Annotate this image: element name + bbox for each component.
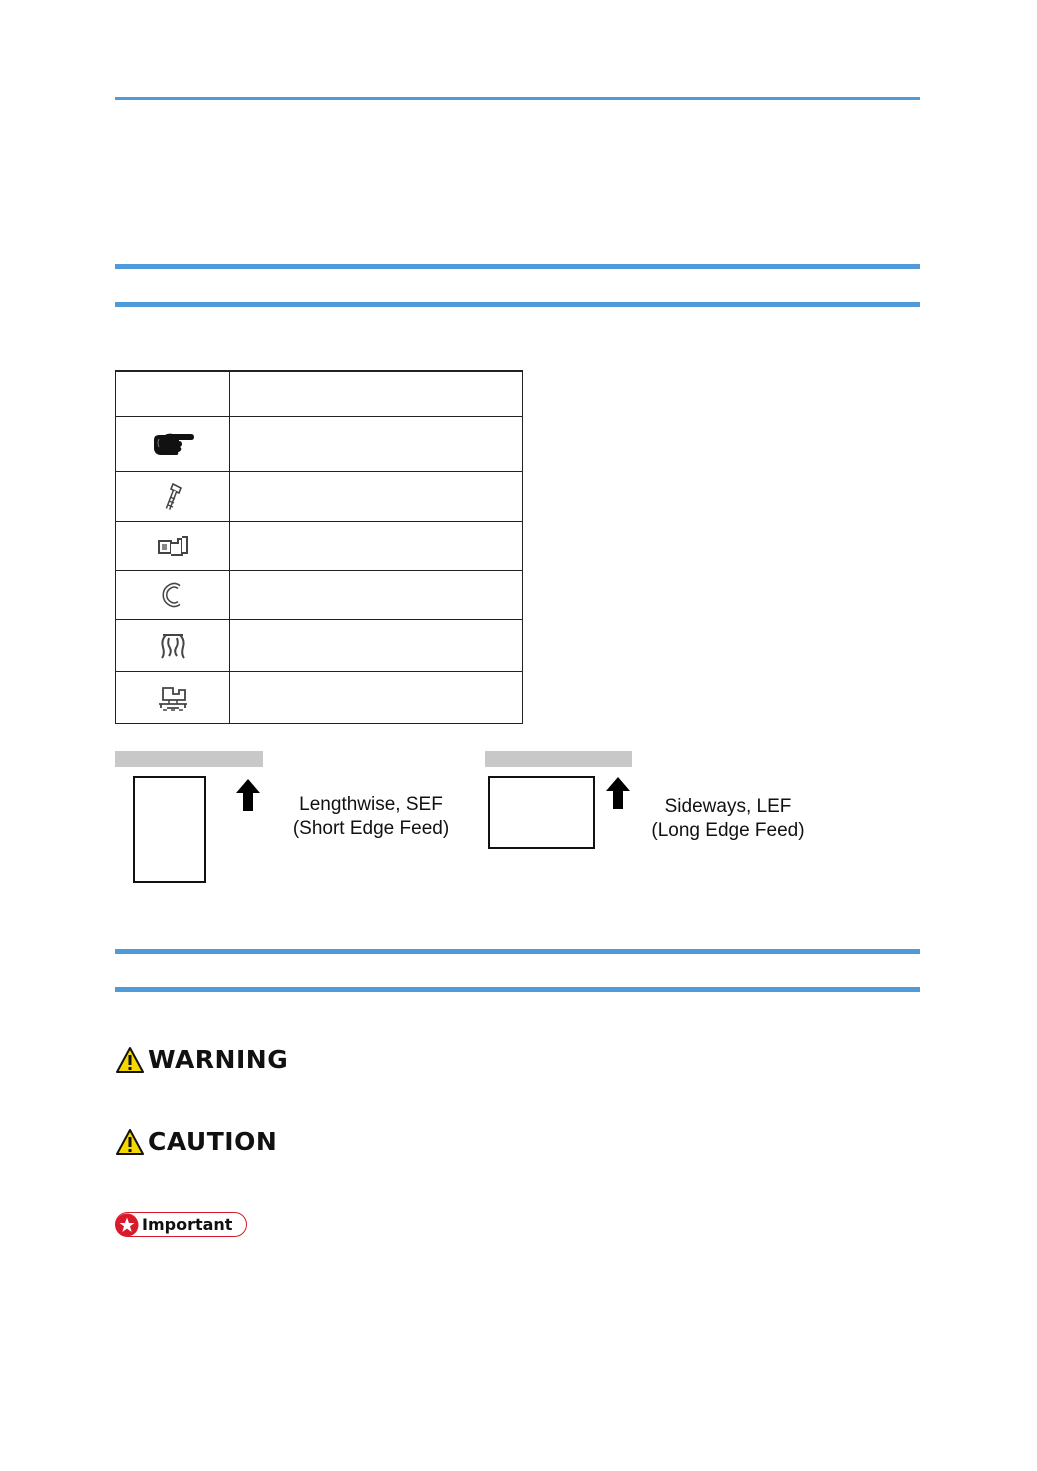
connector-icon: [116, 522, 229, 570]
warning-notice: [115, 1045, 288, 1074]
table-row: [116, 619, 522, 671]
top-rule: [115, 97, 920, 100]
sef-header-bar: [115, 751, 263, 767]
caution-triangle-icon: [115, 1128, 145, 1156]
sef-feed-arrow-icon: [235, 778, 261, 812]
table-header-row: [116, 371, 522, 416]
section-rule-2-bottom: [115, 987, 920, 992]
table-row: [116, 521, 522, 570]
caution-notice: [115, 1127, 277, 1156]
table-row: [116, 471, 522, 521]
c-ring-icon: [116, 571, 229, 619]
important-badge: [115, 1212, 247, 1237]
star-icon: [115, 1213, 139, 1237]
lef-paper: [488, 776, 595, 849]
sef-paper: [133, 776, 206, 883]
warning-triangle-icon: [115, 1046, 145, 1074]
warning-label: WARNING: [148, 1045, 289, 1074]
sef-label-line1: Lengthwise, SEF: [299, 794, 443, 815]
lef-label: [636, 795, 820, 843]
important-label: Important: [142, 1215, 233, 1234]
screw-icon: [116, 472, 229, 521]
table-row: [116, 671, 522, 725]
clip-icon: [116, 620, 229, 671]
table-row: [116, 570, 522, 619]
section-rule-1-top: [115, 264, 920, 269]
table-row: [116, 416, 522, 471]
section-rule-2-top: [115, 949, 920, 954]
section-rule-1-bottom: [115, 302, 920, 307]
symbol-table: [115, 370, 523, 724]
sef-label: [276, 793, 466, 841]
caution-label: CAUTION: [148, 1127, 278, 1156]
lef-feed-arrow-icon: [605, 776, 631, 810]
lef-label-line2: (Long Edge Feed): [651, 820, 805, 841]
clamp-icon: [116, 672, 229, 725]
sef-label-line2: (Short Edge Feed): [292, 818, 450, 839]
lef-header-bar: [485, 751, 632, 767]
hand-pointing-icon: [116, 417, 229, 471]
lef-label-line1: Sideways, LEF: [664, 796, 792, 817]
